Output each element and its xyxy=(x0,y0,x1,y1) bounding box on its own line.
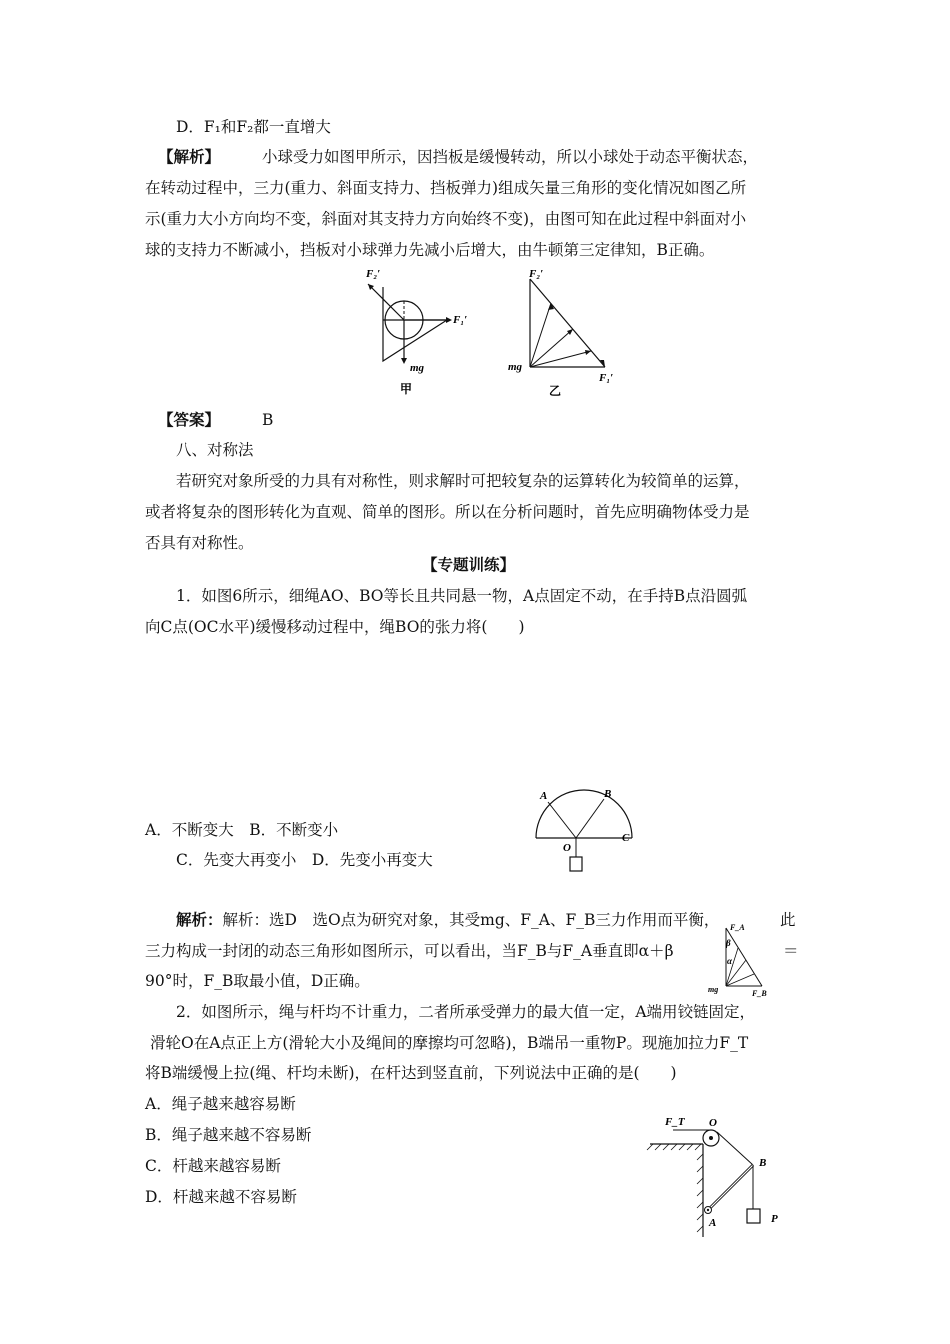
q2-option-a: A．绳子越来越容易断 xyxy=(145,1095,296,1113)
solution-line-3: 90°时，F_B取最小值，D正确。 xyxy=(145,972,370,990)
alpha-label: α xyxy=(727,956,732,966)
point-b-label: B xyxy=(604,788,612,800)
section-heading: 八、对称法 xyxy=(176,441,254,459)
f2-prime-label-jia: F₂′ xyxy=(366,268,381,280)
figure-q1-semicircle xyxy=(528,785,638,880)
option-d-line: D．F₁和F₂都一直增大 xyxy=(176,118,331,136)
f1-prime-label-jia: F₁′ xyxy=(453,314,468,326)
end-b-label: B xyxy=(759,1157,767,1169)
answer-value: B xyxy=(262,411,274,429)
point-o-label: O xyxy=(563,842,571,854)
q2-option-b: B．绳子越来越不容易断 xyxy=(145,1126,312,1144)
yi-caption: 乙 xyxy=(549,384,562,398)
q2-line-2: 滑轮O在A点正上方(滑轮大小及绳间的摩擦均可忽略)，B端吊一重物P。现施加拉力F_T xyxy=(150,1034,749,1052)
training-heading: 【专题训练】 xyxy=(422,555,516,574)
answer-tag: 【答案】 xyxy=(158,410,221,429)
q1-line-1: 1．如图6所示，细绳AO、BO等长且共同悬一物，A点固定不动，在手持B点沿圆弧 xyxy=(176,587,748,605)
analysis-line-1: 小球受力如图甲所示，因挡板是缓慢转动，所以小球处于动态平衡状态， xyxy=(262,148,759,166)
jia-caption: 甲 xyxy=(400,382,413,396)
q1-options-cd: C．先变大再变小 D．先变小再变大 xyxy=(176,851,433,869)
q1-line-2: 向C点(OC水平)缓慢移动过程中，绳BO的张力将( ) xyxy=(145,618,525,636)
beta-label: β xyxy=(726,938,731,948)
fa-label: F_A xyxy=(730,923,745,932)
paragraph-line-1: 若研究对象所受的力具有对称性，则求解时可把较复杂的运算转化为较简单的运算， xyxy=(176,472,750,490)
point-c-label: C xyxy=(622,832,630,844)
analysis-tag: 【解析】 xyxy=(158,147,221,166)
analysis-line-2: 在转动过程中，三力(重力、斜面支持力、挡板弹力)组成矢量三角形的变化情况如图乙所 xyxy=(145,179,747,197)
solution-line-2: 三力构成一封闭的动态三角形如图所示，可以看出，当F_B与F_A垂直即α＋β xyxy=(145,942,674,960)
analysis-line-4: 球的支持力不断减小，挡板对小球弹力先减小后增大，由牛顿第三定律知，B正确。 xyxy=(145,241,715,259)
q2-option-d: D．杆越来越不容易断 xyxy=(145,1188,297,1206)
solution-text-1: 解析：选D 选O点为研究对象，其受mg、F_A、F_B三力作用而平衡， xyxy=(222,911,720,929)
figure-q2-pulley xyxy=(645,1112,795,1242)
paragraph-line-3: 否具有对称性。 xyxy=(145,534,254,552)
weight-p-label: P xyxy=(771,1213,778,1225)
solution-line-1: 解析：解析：选D 选O点为研究对象，其受mg、F_A、F_B三力作用而平衡， xyxy=(176,910,720,929)
f1-prime-label-yi: F₁′ xyxy=(599,372,614,384)
analysis-line-3: 示(重力大小方向均不变，斜面对其支持力方向始终不变)，由图可知在此过程中斜面对小 xyxy=(145,210,747,228)
mg-label-jia: mg xyxy=(410,362,425,374)
q2-line-3: 将B端缓慢上拉(绳、杆均未断)，在杆达到竖直前，下列说法中正确的是( ) xyxy=(145,1064,677,1082)
solution-line-1-end: 此 xyxy=(780,911,796,929)
pulley-o-label: O xyxy=(709,1117,717,1129)
f2-prime-label-yi: F₂′ xyxy=(529,268,544,280)
paragraph-line-2: 或者将复杂的图形转化为直观、简单的图形。所以在分析问题时，首先应明确物体受力是 xyxy=(145,503,750,521)
ft-label: F_T xyxy=(665,1116,685,1128)
q2-option-c: C．杆越来越容易断 xyxy=(145,1157,281,1175)
fb-label: F_B xyxy=(752,989,767,998)
mg-label-small: mg xyxy=(708,985,719,994)
q1-options-ab: A．不断变大 B．不断变小 xyxy=(145,821,339,839)
q2-line-1: 2．如图所示，绳与杆均不计重力，二者所承受弹力的最大值一定，A端用铰链固定， xyxy=(176,1003,756,1021)
figure-jia xyxy=(360,265,470,395)
mg-label-yi: mg xyxy=(508,361,523,373)
hinge-a-label: A xyxy=(709,1217,717,1229)
point-a-label: A xyxy=(540,790,548,802)
figure-q1-triangle xyxy=(706,920,776,1000)
figure-yi xyxy=(505,265,625,400)
solution-line-2-end: ＝ xyxy=(783,942,799,960)
